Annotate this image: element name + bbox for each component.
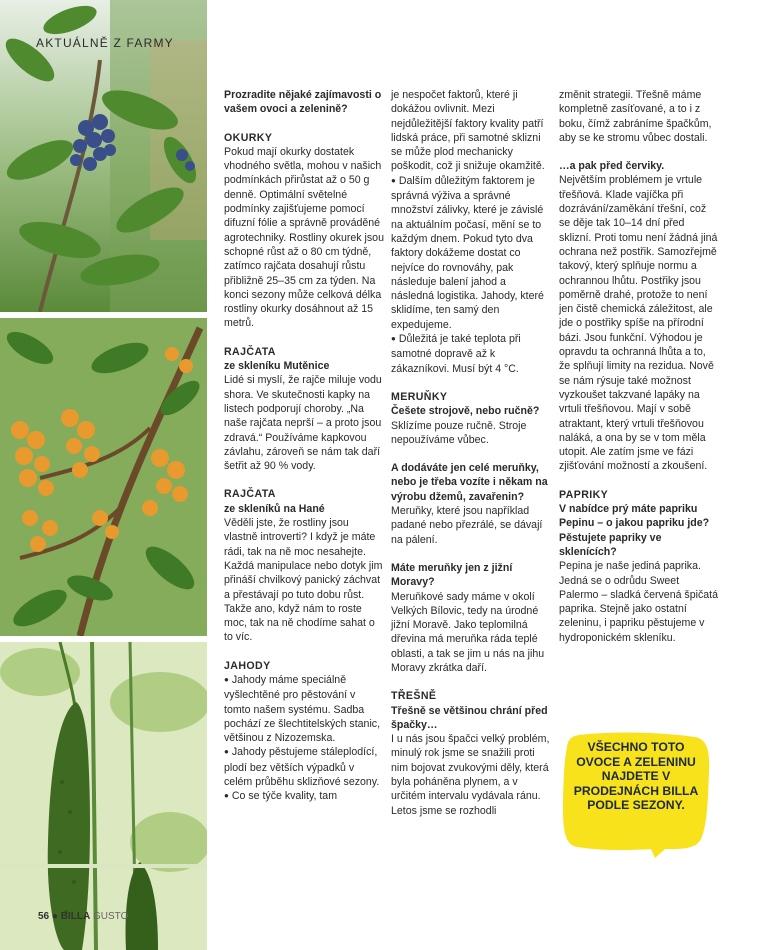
- section-label: AKTUÁLNĚ Z FARMY: [36, 36, 174, 50]
- question: Třešně se většinou chrání před špačky…: [391, 704, 548, 731]
- bullet-item: ● Co se týče kvality, tam: [224, 789, 384, 804]
- paragraph: je nespočet faktorů, které ji dokážou ovlivnit. Mezi nejdůležitější faktory kvality patří lidská práce, při samotné sklizni se může plod mechanicky poškodit, což ji snižuje okamžitě.: [391, 89, 545, 173]
- paragraph: změnit strategii. Třešně máme kompletně zasíťované, a to i z boku, čímž zabráníme špačkům, aby se ke stromu vůbec dostali.: [559, 89, 712, 144]
- footer-brand: BILLA: [60, 911, 91, 922]
- paragraph: I u nás jsou špačci velký problém, minulý rok jsme se snažili proti nim bojovat zvukovými děly, která byla poháněna plynem, a v určitém intervalu vydávala ránu. Letos jsme se rozhodli: [391, 733, 550, 817]
- question: Češete strojově, nebo ručně?: [391, 405, 540, 418]
- callout-bubble: [561, 731, 711, 859]
- heading-tresne: TŘEŠNĚ: [391, 690, 437, 703]
- question: A dodáváte jen celé meruňky, nebo je třeba vozíte i někam na výrobu džemů, zavařenin?: [391, 462, 548, 503]
- paragraph: Meruňky, které jsou například padané nebo přezrálé, se dávají na pálení.: [391, 505, 543, 546]
- footer-gusto: GUSTO: [92, 911, 129, 922]
- paragraph: Největším problémem je vrtule třešňová. Klade vajíčka při dozrávání/zaměkání třešní, což se děje tak 10–14 dní před sklizní. Proti tomu není žádná jiná ochrana než postřik. Samozřejmě takový, který splňuje normu a ochrannou lhůtu. Postřiky jsou poměrně drahé, protože to není jen čistě chemická záležitost, ale jde o postřiky spíše na přírodní bázi. Jsou funkční. Výhodou je opravdu ta ochranná lhůta a to, že splňují limity na rezidua. Nově se nám rýsuje také možnost vyzkoušet takzvané lapáky na vrtuli třešňovou. Mají v sobě atraktant, který vrtuli třešňovou naláká, a ona by se v tom měla utopit. Ale zatím jsme ve fázi zjišťování možností a zkoušení.: [559, 174, 718, 473]
- paragraph: Sklízíme pouze ručně. Stroje nepoužíváme vůbec.: [391, 419, 527, 446]
- cucumber-photo-icon: [0, 642, 207, 950]
- paragraph: Meruňkové sady máme v okolí Velkých Bílovic, tedy na úrodné jižní Moravě. Jako teplomilná dřevina má meruňka ráda teplé oblasti, a tak se jim u nás na jihu Moravy zkrátka daří.: [391, 590, 545, 674]
- subheading: ze skleníků na Hané: [224, 502, 325, 515]
- heading-rajcata-2: RAJČATA: [224, 488, 276, 501]
- question: …a pak před červiky.: [559, 160, 665, 173]
- footer-dot-icon: ●: [51, 911, 58, 922]
- bullet-item: ● Dalším důležitým faktorem je správná výživa a správné množství zálivky, které je závislé na aktuálním počasí, mění se to každým dnem. Pokud tyto dva faktory dokážeme dostat co nejvíce do rovnováhy, pak následuje balení jahod a následná logistika. Jahody, které sklidíme, ten samý den expedujeme.: [391, 174, 551, 332]
- question: Máte meruňky jen z jižní Moravy?: [391, 561, 513, 589]
- text-column-2: [391, 88, 551, 818]
- intro-question: Prozradite nějaké zajímavosti o vašem ovoci a zelenině?: [224, 89, 382, 116]
- paragraph: Lidé si myslí, že rajče miluje vodu shora. Ve skutečnosti kapky na listech podporují choroby. „Na naše rajčata neprší – a proto jsou zdravá.“ Používáme kapkovou závlahu, zároveň se nám tak daří šetřit až 90 % vody.: [224, 374, 382, 473]
- bullet-item: ● Důležitá je také teplota při samotné dopravě až k zákazníkovi. Musí být 4 °C.: [391, 332, 551, 376]
- heading-papriky: PAPRIKY: [559, 488, 609, 501]
- page-footer: [38, 911, 128, 922]
- text-column-1: [224, 88, 384, 805]
- heading-okurky: OKURKY: [224, 131, 273, 144]
- heading-merunky: MERUŇKY: [391, 390, 448, 403]
- paragraph: Věděli jste, že rostliny jsou vlastně introverti? I když je máte rádi, tak na ně moc nesahejte. Každá manipulace nebo dotyk jim přináší chvilkový panický záchvat a přestávají po tuto dobu růst. Takže ano, když nám to roste moc, tak na ně chodíme sahat o to víc.: [224, 517, 383, 644]
- bullet-item: ● Jahody máme speciálně vyšlechtěné pro pěstování v tomto našem systému. Sadba pochází ze šlechtitelských stanic, většinou z Nizozemska.: [224, 673, 384, 745]
- heading-rajcata-1: RAJČATA: [224, 345, 276, 358]
- heading-jahody: JAHODY: [224, 659, 271, 672]
- photo-column: [0, 0, 207, 950]
- question: V nabídce prý máte papriku Pepinu – o jakou papriku jde? Pěstujete papriky ve sklenících?: [559, 503, 710, 558]
- apricot-photo-icon: [0, 318, 207, 636]
- text-column-3: [559, 88, 719, 659]
- callout-text: VŠECHNO TOTO OVOCE A ZELENINU NAJDETE V PRODEJNÁCH BILLA PODLE SEZONY.: [573, 740, 699, 812]
- subheading: ze skleníku Mutěnice: [224, 360, 330, 373]
- paragraph: Pokud mají okurky dostatek vhodného světla, mohou v našich podmínkách přirůstat až o 50 g denně. Optimální světelné podmínky zajišťujeme pomocí difuzní fólie a správně prováděné agrotechniky. Rostliny okurek jsou schopné růst až o 80 cm týdně, zatímco rajčata dosahují růstu přibližně 25–35 cm za týden. Na konci sezony může celková délka rostliny okurky dosáhnout až 15 metrů.: [224, 145, 384, 330]
- paragraph: Pepina je naše jediná paprika. Jedná se o odrůdu Sweet Palermo – sladká červená špičatá paprika. Stejně jako ostatní zeleninu, i papriku pěstujeme v hydroponickém skleníku.: [559, 560, 718, 644]
- page-number: 56: [38, 911, 50, 922]
- bullet-item: ● Jahody pěstujeme stáleplodící, plodí bez větších výpadků v celém průběhu sklizňové sezony.: [224, 745, 384, 789]
